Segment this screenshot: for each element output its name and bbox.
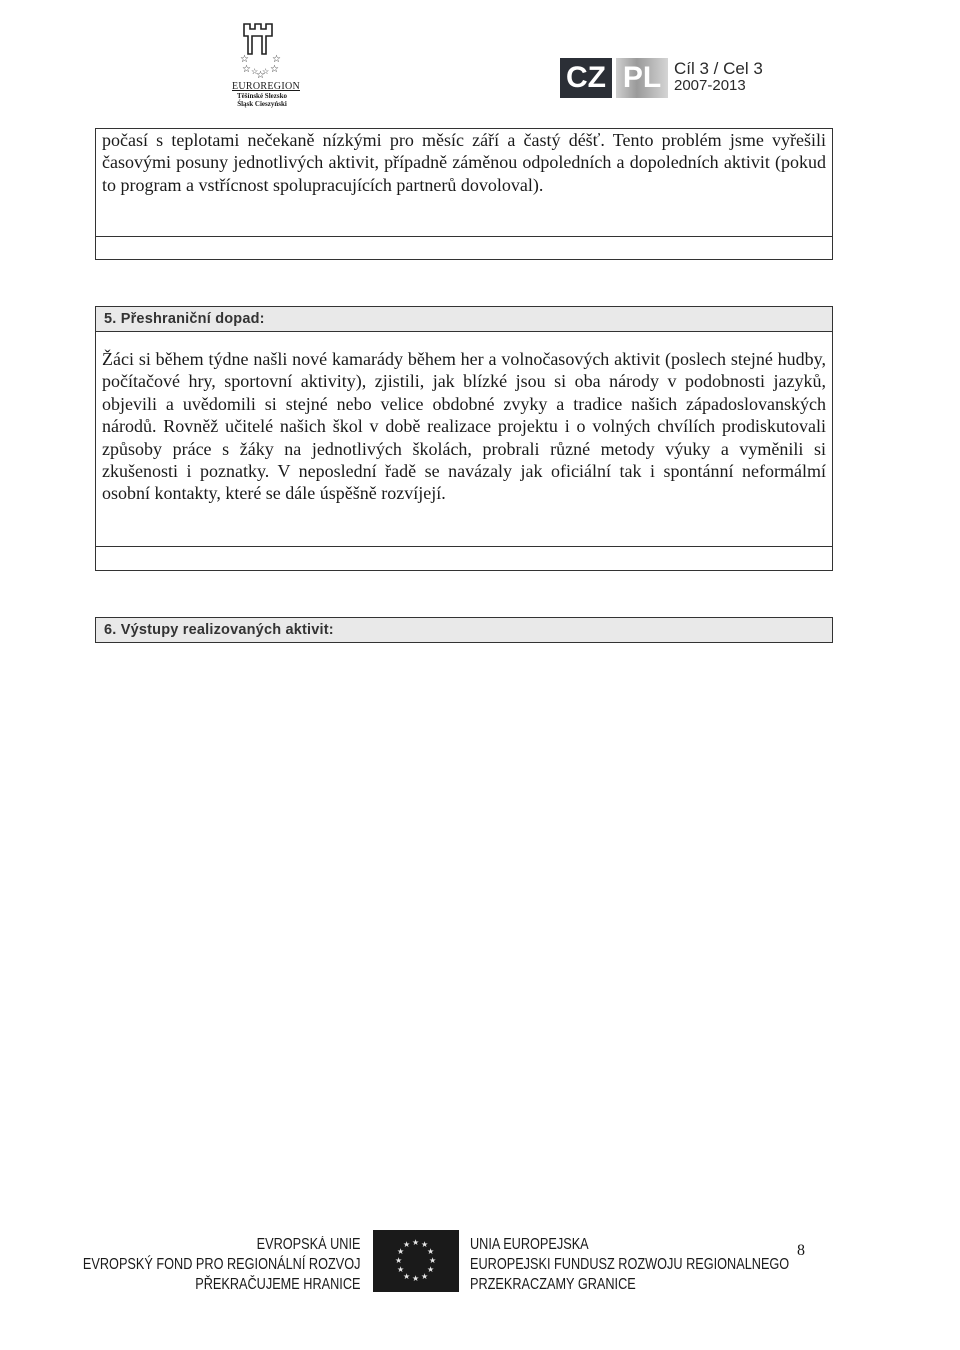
footer-polish-text <box>470 1235 789 1295</box>
footer-cz-line2: EVROPSKÝ FOND PRO REGIONÁLNÍ ROZVOJ <box>82 1256 360 1273</box>
svg-text:☆: ☆ <box>251 67 259 76</box>
euroregion-logo <box>232 22 300 108</box>
svg-text:★: ★ <box>421 1240 429 1249</box>
svg-text:★: ★ <box>395 1256 403 1265</box>
section-4-continued-box <box>95 128 833 260</box>
cz-logo-box: CZ <box>560 58 612 98</box>
svg-text:★: ★ <box>427 1265 435 1274</box>
svg-text:☆: ☆ <box>270 64 279 75</box>
euroregion-subtitle-pl: Śląsk Cieszyński <box>237 100 287 108</box>
section-5-heading: 5. Přeshraniční dopad: <box>95 306 833 332</box>
euroregion-title: EUROREGION <box>232 81 300 92</box>
program-goal: Cíl 3 / Cel 3 <box>674 59 763 78</box>
svg-text:☆: ☆ <box>240 54 249 65</box>
section-4-empty-row <box>96 236 832 237</box>
svg-text:★: ★ <box>412 1274 420 1283</box>
footer-pl-line1: UNIA EUROPEJSKA <box>470 1236 589 1253</box>
footer <box>0 1230 960 1300</box>
svg-text:★: ★ <box>397 1265 405 1274</box>
svg-text:☆: ☆ <box>242 64 251 75</box>
svg-text:★: ★ <box>429 1256 437 1265</box>
footer-cz-line3: PŘEKRAČUJEME HRANICE <box>194 1276 360 1293</box>
svg-text:★: ★ <box>403 1272 411 1281</box>
svg-text:☆: ☆ <box>256 70 265 80</box>
section-5-box <box>95 331 833 571</box>
svg-text:☆: ☆ <box>262 67 270 76</box>
footer-pl-line3: PRZEKRACZAMY GRANICE <box>470 1276 636 1293</box>
castle-tower-icon <box>232 22 292 80</box>
pl-logo-box: PL <box>616 58 668 98</box>
footer-czech-text <box>82 1235 360 1295</box>
section-6-heading: 6. Výstupy realizovaných aktivit: <box>95 617 833 643</box>
section-4-continued-text: počasí s teplotami nečekaně nízkými pro měsíc září a častý déšť. Tento problém jsme vyřešili časovými posuny jednotlivých aktivit, případně záměnou odpoledních a dopoledních aktivit (pokud to program a vstřícnost spolupracujících partnerů dovoloval). <box>102 130 826 195</box>
footer-pl-line2: EUROPEJSKI FUNDUSZ ROZWOJU REGIONALNEGO <box>470 1256 790 1273</box>
euroregion-subtitle-cz: Těšínské Slezsko <box>237 92 287 100</box>
svg-text:★: ★ <box>412 1238 420 1247</box>
svg-text:★: ★ <box>397 1247 405 1256</box>
footer-cz-line1: EVROPSKÁ UNIE <box>256 1236 360 1253</box>
eu-flag-icon <box>373 1230 459 1292</box>
section-5-text: Žáci si během týdne našli nové kamarády během her a volnočasových aktivit (poslech stejné hudby, počítačové hry, sportovní aktivity), zjistili, jak blízké jsou si oba národy v podobnosti jazyků, objevili a uvědomili si stejné nebo velice obdobné zvyky a tradice našich západoslovanských národů. Rovněž učitelé našich škol v době realizace projektu i o volných chvílích prodiskutovali způsoby práce s žáky na jednotlivých školách, probrali různé metody výuky a vyměnili si zkušenosti i poznatky. V neposlední řadě se navázaly jak oficiální tak i spontánní neformálmí osobní kontakty, které se dále úspěšně rozvíjejí. <box>102 349 826 504</box>
svg-text:★: ★ <box>421 1272 429 1281</box>
program-years: 2007-2013 <box>674 77 746 94</box>
svg-text:★: ★ <box>403 1240 411 1249</box>
section-5-empty-row <box>96 546 832 547</box>
page-number: 8 <box>797 1242 805 1259</box>
svg-text:☆: ☆ <box>272 54 281 65</box>
svg-text:★: ★ <box>427 1247 435 1256</box>
